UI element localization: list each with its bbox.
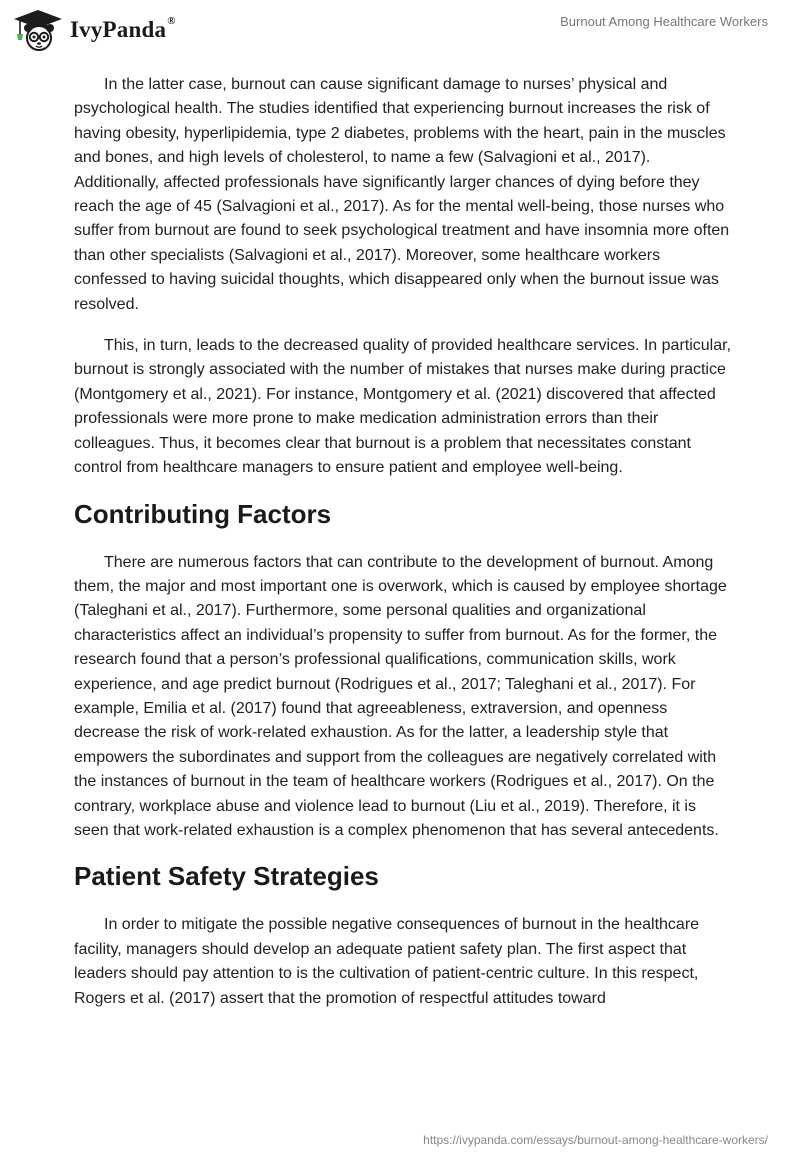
logo[interactable] bbox=[12, 8, 176, 52]
paragraph: There are numerous factors that can contribute to the development of burnout. Among them, the major and most important one is overwork, which is caused by employee shortage (Taleghani et al., 2017). Furthermore, some personal qualities and organizational characteristics affect an individual’s propensity to suffer from burnout. As for the former, the research found that a person’s professional qualifications, communication skills, work experience, and age predict burnout (Rodrigues et al., 2017; Taleghani et al., 2017). For example, Emilia et al. (2017) found that agreeableness, extraversion, and openness decrease the risk of work-related exhaustion. As for the latter, a leadership style that empowers the subordinates and support from the colleagues are negatively correlated with the instances of burnout in the team of healthcare workers (Rodrigues et al., 2017). On the contrary, workplace abuse and violence lead to burnout (Liu et al., 2019). Therefore, it is seen that work-related exhaustion is a complex phenomenon that has several antecedents. bbox=[74, 553, 727, 839]
paragraph: This, in turn, leads to the decreased quality of provided healthcare services. In particular, burnout is strongly associated with the number of mistakes that nurses make during practice (Montgomery et al., 2021). For instance, Montgomery et al. (2021) discovered that affected professionals were more prone to make medication administration errors than their colleagues. Thus, it becomes clear that burnout is a problem that necessitates constant control from healthcare managers to ensure patient and employee well-being. bbox=[74, 337, 732, 477]
page-header bbox=[0, 0, 800, 70]
registered-mark: ® bbox=[167, 15, 176, 27]
source-url[interactable]: https://ivypanda.com/essays/burnout-among-healthcare-workers/ bbox=[423, 1133, 768, 1147]
panda-graduate-icon bbox=[12, 8, 64, 52]
section-heading-contributing-factors: Contributing Factors bbox=[74, 498, 332, 529]
essay-body bbox=[74, 73, 734, 1028]
paragraph: In order to mitigate the possible negative consequences of burnout in the healthcare facility, managers should develop an adequate patient safety plan. The first aspect that leaders should pay attention to is the cultivation of patient-centric culture. In this respect, Rogers et al. (2017) assert that the promotion of respectful attitudes toward bbox=[74, 916, 700, 1007]
section-heading-patient-safety: Patient Safety Strategies bbox=[74, 861, 379, 892]
document-title: Burnout Among Healthcare Workers bbox=[560, 14, 768, 29]
logo-text: IvyPanda® bbox=[70, 15, 176, 42]
paragraph: In the latter case, burnout can cause significant damage to nurses’ physical and psychological health. The studies identified that experiencing burnout increases the risk of having obesity, hyperlipidemia, type 2 diabetes, problems with the heart, pain in the muscles and bones, and high levels of cholesterol, to name a few (Salvagioni et al., 2017). Additionally, affected professionals have significantly larger chances of dying before they reach the age of 45 (Salvagioni et al., 2017). As for the mental well-being, those nurses who suffer from burnout are found to seek psychological treatment and have insomnia more often than other specialists (Salvagioni et al., 2017). Moreover, some healthcare workers confessed to having suicidal thoughts, which disappeared only when the burnout issue was resolved. bbox=[74, 76, 730, 313]
